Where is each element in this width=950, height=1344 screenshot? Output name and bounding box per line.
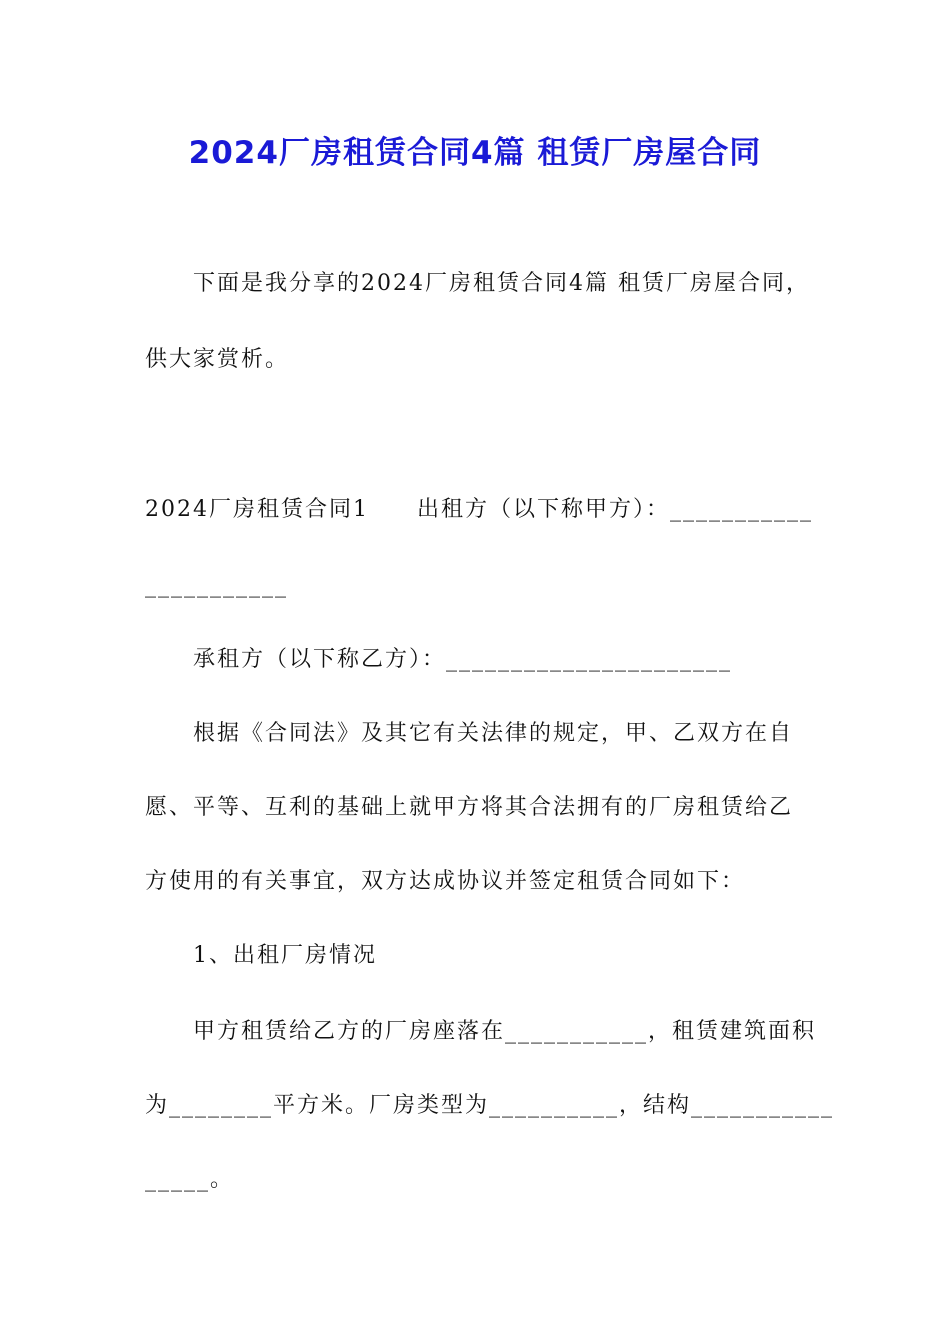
lessee-line: 承租方（以下称乙方）：______________________ [193, 647, 733, 672]
basis-line-2: 愿、平等、互利的基础上就甲方将其合法拥有的厂房租赁给乙 [145, 795, 794, 820]
contract-heading-lessor: 2024厂房租赁合同1 出租方（以下称甲方）：___________ [145, 497, 813, 522]
lessor-blank-continuation: ___________ [145, 573, 288, 598]
basis-line-3: 方使用的有关事宜，双方达成协议并签定租赁合同如下： [145, 869, 746, 894]
intro-line-2: 供大家赏析。 [145, 347, 290, 372]
page-title: 2024厂房租赁合同4篇 租赁厂房屋合同 [188, 135, 762, 171]
section-1-line-1: 甲方租赁给乙方的厂房座落在___________，租赁建筑面积 [193, 1019, 817, 1044]
section-1-line-3: _____。 [145, 1167, 235, 1192]
intro-line-1: 下面是我分享的2024厂房租赁合同4篇 租赁厂房屋合同， [193, 271, 810, 296]
section-1-title: 1、出租厂房情况 [193, 943, 377, 968]
section-1-line-2: 为________平方米。厂房类型为__________，结构___________ [145, 1093, 835, 1118]
basis-line-1: 根据《合同法》及其它有关法律的规定，甲、乙双方在自 [193, 721, 794, 746]
